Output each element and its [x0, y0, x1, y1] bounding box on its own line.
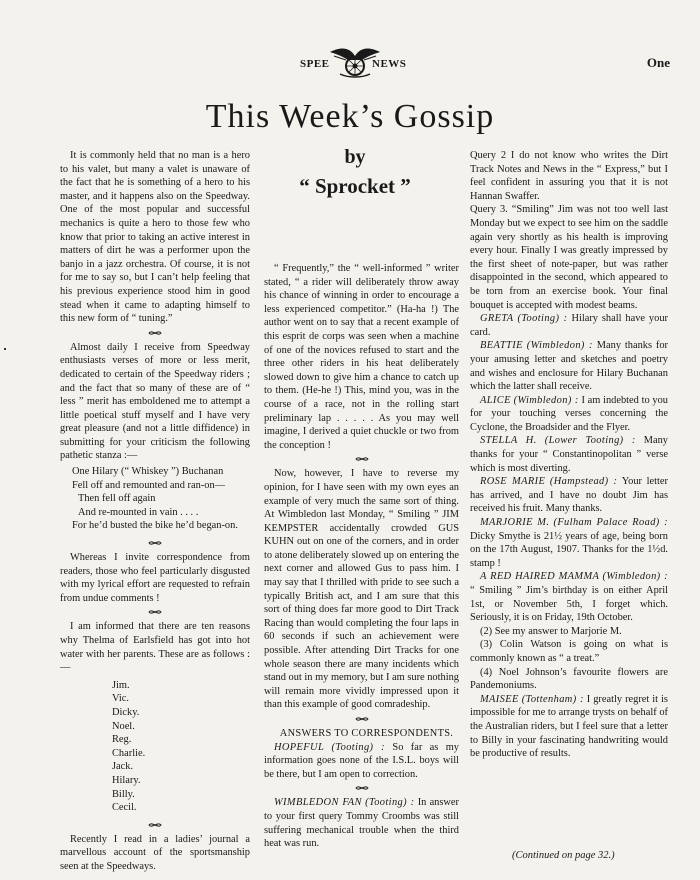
answer-paragraph [470, 475, 668, 516]
list-item: Reg. [112, 734, 132, 746]
list-item: Noel. [112, 720, 135, 732]
answer-text: Your letter has arrived, and I have no doubt Jim has received his fruit. Many thanks. [470, 476, 668, 515]
verse-line: One Hilary (“ Whiskey ”) Buchanan [72, 466, 224, 478]
correspondent-place: (Wimbledon) : [526, 340, 593, 352]
verse-line: Then fell off again [78, 493, 156, 505]
continued-note: (Continued on page 32.) [512, 850, 615, 861]
paragraph: It is commonly held that no man is a hero to his valet, but many a valet is unaware of the fact that he is something of a hero to his master, and it happens also on the Speedway. One of the most popular and successful mechanics is quite a hero to those few who know that prior to taking an active interest in matters of dirt he was a performer upon the banjo in a jazz orchestra. Of course, it is not for me to say so, but I can’t help feeling that his previous experience stood him in good stead when it came to adapting himself to this new form of “ tuning.” [60, 150, 250, 325]
byline-by: by [344, 146, 366, 168]
ornament-divider [60, 327, 250, 338]
verse-line: And re-mounted in vain . . . . [78, 506, 199, 518]
correspondent-name: BEATTIE [480, 340, 523, 352]
answer-paragraph [264, 796, 459, 850]
answer-paragraph [470, 693, 668, 761]
paragraph: Almost daily I receive from Speedway enthusiasts verses of more or less merit, dedicated to certain of the Speedway riders ; and the fact that so many of these are of “ less ” merit has emboldened me to attempt a little poetical stuff myself and I have very great pleasure (and not a little diffidence) in submitting for your criticism the following pathetic stanza :— [60, 341, 250, 462]
correspondent-place: (Wimbledon) : [513, 394, 579, 406]
verse-stanza [72, 465, 250, 533]
answer-paragraph [470, 570, 668, 624]
correspondent-place: (Tooting) : [331, 741, 386, 753]
ornament-divider [264, 782, 459, 793]
list-item: Vic. [112, 693, 129, 705]
answer-text: “ Smiling ” Jim’s birthday is on either April 1st, or November 5th, I forget which. Seriously, it is on Friday, 19th October. [470, 585, 668, 624]
masthead-text-right: NEWS [372, 58, 407, 70]
correspondent-name: ALICE [480, 394, 511, 406]
correspondent-name: A RED HAIRED MAMMA [480, 571, 600, 583]
correspondent-place: (Tooting) : [517, 313, 568, 325]
correspondent-name: MARJORIE M. [480, 517, 550, 529]
correspondent-place: (Tooting) : [365, 797, 415, 809]
answer-paragraph [470, 394, 668, 435]
paragraph: (4) Noel Johnson’s favourite flowers are Pandemoniums. [470, 666, 668, 692]
list-item: Dicky. [112, 706, 140, 718]
correspondent-place: (Tottenham) : [521, 693, 584, 705]
correspondent-place: (Hampstead) : [549, 476, 618, 488]
correspondent-name: GRETA [480, 313, 514, 325]
ornament-divider [264, 713, 459, 724]
paragraph: Query 3. “Smiling” Jim was not too well last Monday but we expect to see him on the saddle again very shortly as his health is improving every hour. Finally I was greatly impressed by the first sheet of note-paper, but was rather disappointed in the second, which appeared to be torn from an exercise book. Your final bouquet is accepted with modest beams. [470, 204, 668, 311]
paragraph: Recently I read in a ladies’ journal a marvellous account of the sportsmanship seen at the Speedways. [60, 833, 250, 872]
correspondent-name: MAISEE [480, 693, 519, 705]
column-1 [60, 149, 250, 874]
answer-text: Many thanks for your amusing letter and sketches and poetry and wishes and enclosure for Hilary Buchanan which the latter shall receive. [470, 340, 668, 393]
paragraph: Query 2 I do not know who writes the Dirt Track Notes and News in the “ Express,” but I feel confident in assuring you that it is not Hannan Swaffer. [470, 150, 668, 202]
paragraph: “ Frequently,” the “ well-informed ” writer stated, “ a rider will deliberately throw away his chance of winning in order to encourage a less experienced competitor.” (Ha-ha !) The author went on to say that a recent example of this esprit de corps was seen when a machine of one of the novices refused to start and the three other riders in his heat deliberately slowed down to give him a chance to catch up to them. (He-he !) This, mind you, was in the course of a race, not in the rolling start preliminary lap . . . . . As you may well imagine, I derived a quiet chuckle or two from the conception ! [264, 263, 459, 451]
correspondent-name: STELLA H. [480, 435, 537, 447]
list-item: Hilary. [112, 774, 141, 786]
list-item: Cecil. [112, 802, 137, 814]
correspondent-name: WIMBLEDON FAN [274, 797, 362, 809]
print-speck [4, 348, 6, 350]
correspondent-place: (Wimbledon) : [602, 571, 668, 583]
list-item: Charlie. [112, 747, 146, 759]
ornament-divider [264, 453, 459, 464]
ornament-divider [60, 537, 250, 548]
correspondent-place: (Lower Tooting) : [544, 435, 636, 447]
ornament-divider [60, 819, 250, 830]
byline-author: “ Sprocket ” [299, 174, 411, 198]
answer-paragraph [470, 339, 668, 393]
paragraph: Now, however, I have to reverse my opinion, for I have seen with my own eyes an example of very much the same sort of thing. At Wimbledon last Monday, “ Smiling ” JIM KEMPSTER accidentally crowded GUS KUHN out on one of the corners, and in order to atone deliberately slowed up on entering the next corner and allowed Gus to pass him. I may say that I thrilled with pride to see such a typically British act, and I am sure that this sort of thing does far more good to Dirt Track Racing than would completing the four laps in 60 seconds if such an achievement were possible. After attending Dirt Tracks for one whole season there are many incidents which stand out in my memory, but I am sure nothing will remain more vividly impressed upon it than this example of good comradeship. [264, 468, 459, 711]
masthead-text-left: SPEE [300, 58, 330, 70]
answer-text: In answer to your first query Tommy Croombs was still suffering mechanical trouble when the third heat was run. [264, 797, 459, 850]
list-item: Jack. [112, 761, 134, 773]
article-title: This Week’s Gossip [205, 98, 495, 135]
answer-paragraph [264, 741, 459, 782]
column-3 [470, 149, 668, 761]
answer-paragraph [470, 312, 668, 339]
paragraph: (3) Colin Watson is going on what is commonly known as “ a treat.” [470, 639, 668, 664]
answer-text: I greatly regret it is impossible for me to arrange trysts on behalf of the Australian riders, but I feel sure that a letter to Billy in your fascinating handwriting would be productive of results. [470, 693, 668, 760]
list-item: Jim. [112, 679, 130, 691]
correspondent-name: ROSE MARIE [480, 476, 546, 488]
page-number: One [646, 55, 670, 70]
answer-paragraph [470, 516, 668, 570]
answer-text: I am indebted to you for your touching verses concerning the Cyclone, the Broadsider and the Flyer. [470, 394, 668, 433]
speedway-news-masthead [290, 44, 420, 84]
verse-line: Fell off and remounted and ran-on— [72, 479, 226, 491]
correspondent-place: (Fulham Palace Road) : [553, 517, 668, 529]
answer-text: So far as my information goes none of the I.S.L. boys will be there, but I am open to correction. [264, 741, 459, 780]
answer-paragraph [470, 434, 668, 475]
reasons-list [112, 679, 250, 815]
list-item: Billy. [112, 788, 135, 800]
section-heading: ANSWERS TO CORRESPONDENTS. [279, 728, 454, 739]
correspondent-name: HOPEFUL [274, 741, 325, 753]
answer-text: Many thanks for your “ Constantinopolitan ” verse which is most diverting. [470, 435, 668, 474]
answer-text: Hilary shall have your card. [470, 313, 668, 338]
ornament-divider [60, 606, 250, 617]
paragraph: (2) See my answer to Marjorie M. [480, 625, 622, 637]
paragraph: I am informed that there are ten reasons why Thelma of Earlsfield has got into hot water with her parents. These are as follows :— [60, 621, 250, 674]
answer-text: Dicky Smythe is 21½ years of age, being born on the 17th August, 1907. Thanks for the 1½d. stamp ! [470, 530, 668, 569]
paragraph: Whereas I invite correspondence from readers, those who feel particularly disgusted with my lyrical effort are requested to refrain from undue comments ! [60, 552, 250, 604]
column-2 [264, 262, 459, 851]
verse-line: For he’d busted the bike he’d began-on. [72, 520, 238, 532]
